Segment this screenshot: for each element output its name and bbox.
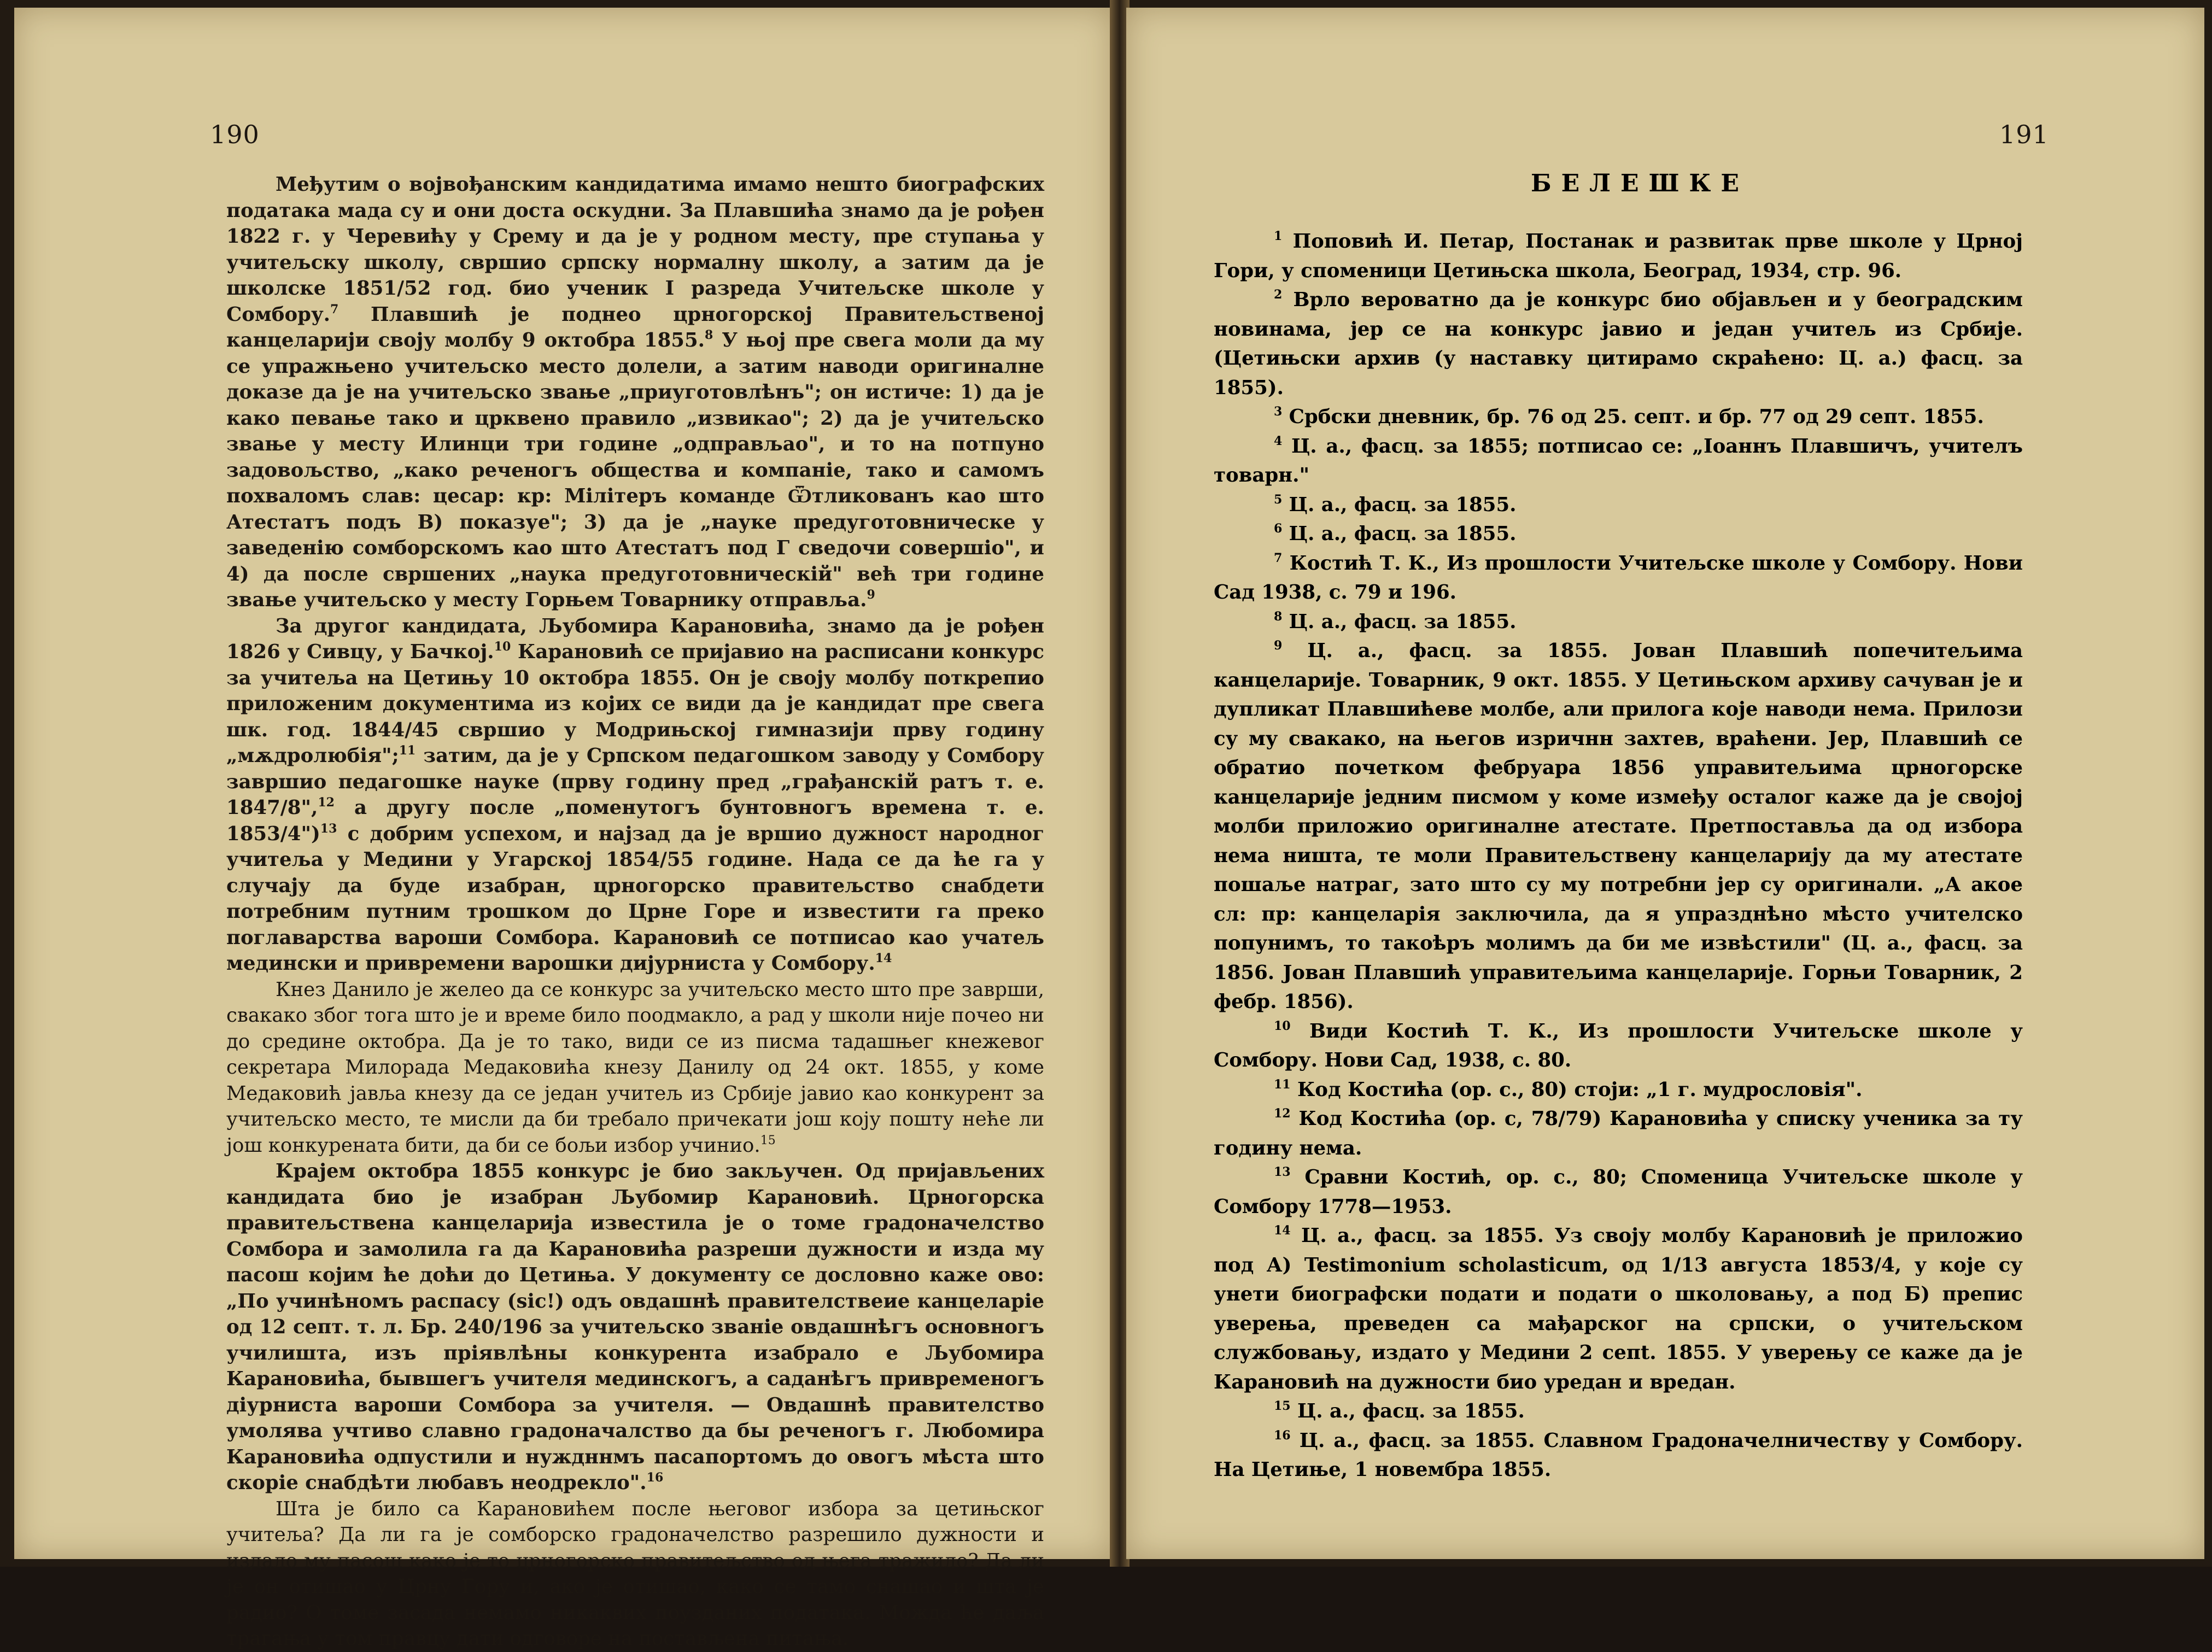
note-item: $^4$ Ц. а., фасц. за 1855; потписао се: „Іоаннъ Плавшичъ, учителъ товарн." <box>1214 433 2023 487</box>
note-item: $^{16}$ Ц. а., фасц. за 1855. Славном Градоначелничеству у Сомбору. На Цетиње, 1 новембра 1855. <box>1214 1428 2023 1481</box>
note-item: $^{14}$ Ц. а., фасц. за 1855. Уз своју молбу Карановић је приложио под А) Testimonium scholasticum, од 1/13 августа 1853/4, у које су унети биографски подати и подати о школовању, а под Б) препис уверења, преведен са мађарског на српски, о учитељском службовању, издато у Медини 2 сепt. 1855. У уверењу се каже да је Карановић на дужности био уредан и вредан. <box>1214 1223 2023 1393</box>
notes-heading: БЕЛЕШКЕ <box>1531 169 1749 197</box>
paragraph: Шта је било са Карановићем после његовог избора за цетињског учитеља? Да ли га је сомборско градоначелство разрешило дужности и издало му пасош како је то црногорско правитељство од њега тражило? Да ли је он отишао у Црну Гору и, ако је отишао, како се тамо снашао и шта је радио? О томе засада немамо никаквих поузданих података. Можда ће даља трагања у том правцу дати одговоре на постављена питања. <box>226 1497 1044 1650</box>
notes-list <box>1214 227 2023 1485</box>
note-item: $^2$ Врло вероватно да је конкурс био објављен и у београдским новинама, јер се на конкурс јавио и један учитељ из Србије. (Цетињски архив (у наставку цитирамо скраћено: Ц. а.) фасц. за 1855). <box>1214 288 2023 399</box>
note-item: $^{12}$ Код Костића (ор. с, 78/79) Карановића у списку ученика за ту годину нема. <box>1214 1106 2023 1159</box>
note-item: $^{10}$ Види Костић Т. К., Из прошлости Учитељске школе у Сомбору. Нови Сад, 1938, с. 80. <box>1214 1018 2023 1071</box>
paragraph: Кнез Данило је желео да се конкурс за учитељско место што пре заврши, свакако због тога што је и време било поодмакло, а рад у школи није почео ни до средине октобра. Да је то тако, види се из писма тадашњег кнежевог секретара Милорада Медаковића кнезу Данилу од 24 окт. 1855, у коме Медаковић јавља кнезу да се један учитељ из Србије јавио као конкурент за учитељско место, те мисли да би требало причекати још коју пошту неће ли још конкурената бити, да би се бољи избор учинио.$^{15}$ <box>226 978 1044 1157</box>
page-number: 190 <box>210 120 260 149</box>
note-item: $^{11}$ Код Костића (ор. с., 80) стоји: „1 г. мудрословія". <box>1274 1077 1863 1101</box>
page-number: 191 <box>1999 120 2049 149</box>
note-item: $^9$ Ц. а., фасц. за 1855. Јован Плавшић попечитељима канцеларије. Товарник, 9 окт. 1855. У Цетињском архиву сачуван је и дупликат Плавшићеве молбе, али прилога које наводи нема. Прилози су му свакако, на његов изричнн захтев, враћени. Јер, Плавшић се обратио почетком фебруара 1856 управитељима црногорске канцеларије једним писмом у коме између осталог каже да је својој молби приложио оригиналне атестате. Претпоставља да од избора нема ништа, те моли Правитељствену канцеларију да му атестате пошаље натраг, зато што су му потребни јер су оригинали. „А акое сл: пр: канцеларія заключила, да я упразднѣно мѣсто учителско попунимъ, то такоѣръ молимъ да би ме извѣстили" (Ц. а., фасц. за 1856. Јован Плавшић управитељима канцеларије. Горњи Товарник, 2 фебр. 1856). <box>1214 638 2023 1013</box>
note-item: $^5$ Ц. а., фасц. за 1855. <box>1274 492 1517 516</box>
note-item: $^1$ Поповић И. Петар, Постанак и развитак прве школе у Црној Гори, у споменици Цетињска школа, Београд, 1934, стр. 96. <box>1214 229 2023 282</box>
body-text <box>226 172 1044 1652</box>
paragraph: Међутим о војвођанским кандидатима имамо нешто биографских података мада су и они доста оскудни. За Плавшића знамо да је рођен 1822 г. у Черевићу у Срему и да је у родном месту, пре ступања у учитељску школу, свршио српску нормалну школу, а затим да је школске 1851/52 год. био ученик I разреда Учитељске школе у Сомбору.$^7$ Плавшић је поднео црногорској Правитељственој канцеларији своју молбу 9 октобра 1855.$^8$ У њој пре свега моли да му се упражњено учитељско место долели, а затим наводи оригиналне доказе да је на учитељско звање „приуготовлѣнъ"; он истиче: 1) да је како певање тако и црквено правило „извикао"; 2) да је учитељско звање у месту Илинци три године „одправљао", и то на потпуно задовољство, „како реченогъ общества и компаніе, тако и самомъ похваломъ слав: цесар: кр: Мілітеръ команде Ѿтликованъ као што Атестатъ подъ В) показуе"; 3) да је „науке предуготовническе у заведенію сомборскомъ као што Атестатъ под Г сведочи совершіо", и 4) да после свршених „наука предуготовническій" већ три године звање учитељско у месту Горњем Товарнику отправља.$^9$ <box>226 173 1044 611</box>
paragraph: За другог кандидата, Љубомира Карановића, знамо да је рођен 1826 у Сивцу, у Бачкој.$^{10}$ Карановић се пријавио на расписани конкурс за учитеља на Цетињу 10 октобра 1855. Он је своју молбу поткрепио приложеним документима из којих се види да је кандидат пре свега шк. год. 1844/45 свршио у Модрињској гимназији прву годину „мѫдролюбія";$^{11}$ затим, да је у Српском педагошком заводу у Сомбору завршио педагошке науке (прву годину пред „грађанскій ратъ т. е. 1847/8",$^{12}$ а другу после „поменутогъ бунтовногъ времена т. е. 1853/4")$^{13}$ с добрим успехом, и најзад да је вршио дужност народног учитеља у Медини у Угарској 1854/55 године. Нада се да ће га у случају да буде изабран, црногорско правитељство снабдети потребним путним трошком до Црне Горе и известити га преко поглаварства вароши Сомбора. Карановић се потписао као учатељ медински и привремени варошки дијурниста у Сомбору.$^{14}$ <box>226 614 1044 975</box>
note-item: $^6$ Ц. а., фасц. за 1855. <box>1274 522 1517 545</box>
note-item: $^{13}$ Сравни Костић, ор. с., 80; Споменица Учитељске школе у Сомбору 1778—1953. <box>1214 1165 2023 1218</box>
note-item: $^{15}$ Ц. а., фасц. за 1855. <box>1274 1399 1525 1422</box>
note-item: $^8$ Ц. а., фасц. за 1855. <box>1274 609 1517 633</box>
paragraph: Крајем октобра 1855 конкурс је био закључен. Од пријављених кандидата био је изабран Љубомир Карановић. Црногорска правитељствена канцеларија известила је о томе градоначелство Сомбора и замолила га да Карановића разреши дужности и изда му пасош којим ће доћи до Цетиња. У документу се дословно каже ово: „По учинѣномъ распасу (sic!) одъ овдашнѣ правителствеие канцеларіе од 12 септ. т. л. Бр. 240/196 за учитељско званіе овдашнѣгъ основногъ училишта, изъ прiявлѣны конкурента изабрало е Љубомира Карановића, бывшегъ учителя мединскогъ, а саданѣгъ привременогъ діурниста вароши Сомбора за учителя. — Овдашнѣ правителство умолява учтиво славно градоначалство да бы реченогъ г. Любомира Карановића одпустили и нуждннмъ пасапортомъ до овогъ мѣста што скоріе снабдѣти любавъ неодрекло".$^{16}$ <box>226 1160 1044 1494</box>
note-item: $^7$ Костић Т. К., Из прошлости Учитељске школе у Сомбору. Нови Сад 1938, с. 79 и 196. <box>1214 550 2023 604</box>
left-page <box>14 8 1113 1650</box>
note-item: $^3$ Србски дневник, бр. 76 од 25. септ. и бр. 77 од 29 септ. 1855. <box>1274 405 1984 428</box>
